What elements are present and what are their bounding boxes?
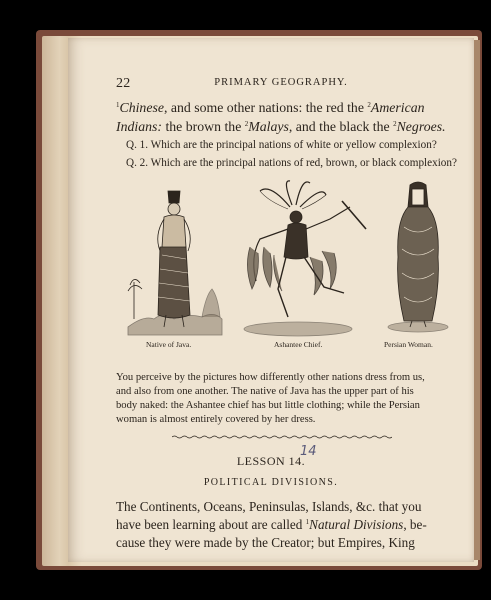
running-header <box>116 76 446 92</box>
persian-woman-figure <box>382 177 454 352</box>
section-title: POLITICAL DIVISIONS. <box>203 477 339 488</box>
paragraph-line-1: You perceive by the pictures how differently other nations dress from us, <box>116 372 425 383</box>
text-line-1: $^1$Chinese, and some other nations: the red the $^2$American <box>116 100 425 115</box>
illustrations <box>124 177 444 367</box>
handwritten-lesson-number: 14 <box>300 444 317 459</box>
caption-persian: Persian Woman. <box>384 340 433 349</box>
native-of-java-figure <box>124 177 224 352</box>
page-number: 22 <box>116 76 131 91</box>
spine-strip <box>474 40 480 560</box>
paragraph-line-2: and also from one another. The native of Java has the upper part of his <box>116 386 414 397</box>
body-line-1: The Continents, Oceans, Peninsulas, Islands, &c. that you <box>116 499 422 514</box>
book-page <box>68 38 474 562</box>
running-title: PRIMARY GEOGRAPHY. <box>214 77 348 88</box>
body-line-2: have been learning about are called $^1$Natural Divisions, be- <box>116 517 427 532</box>
caption-java: Native of Java. <box>146 340 192 349</box>
ashantee-chief-figure <box>230 177 370 352</box>
lesson-title: LESSON 14. <box>236 454 306 468</box>
paragraph-line-3: body naked: the Ashantee chief has but little clothing; while the Persian <box>116 400 420 411</box>
paragraph-line-4: woman is almost entirely covered by her dress. <box>116 414 316 425</box>
body-line-3: cause they were made by the Creator; but Empires, King <box>116 535 415 550</box>
caption-ashantee: Ashantee Chief. <box>274 340 323 349</box>
question-1: Q. 1. Which are the principal nations of white or yellow complexion? <box>126 139 437 151</box>
wavy-divider <box>172 435 392 439</box>
question-2: Q. 2. Which are the principal nations of red, brown, or black complexion? <box>126 157 457 169</box>
text-line-2: Indians: the brown the $^2$Malays, and the black the $^2$Negroes. <box>116 119 446 134</box>
